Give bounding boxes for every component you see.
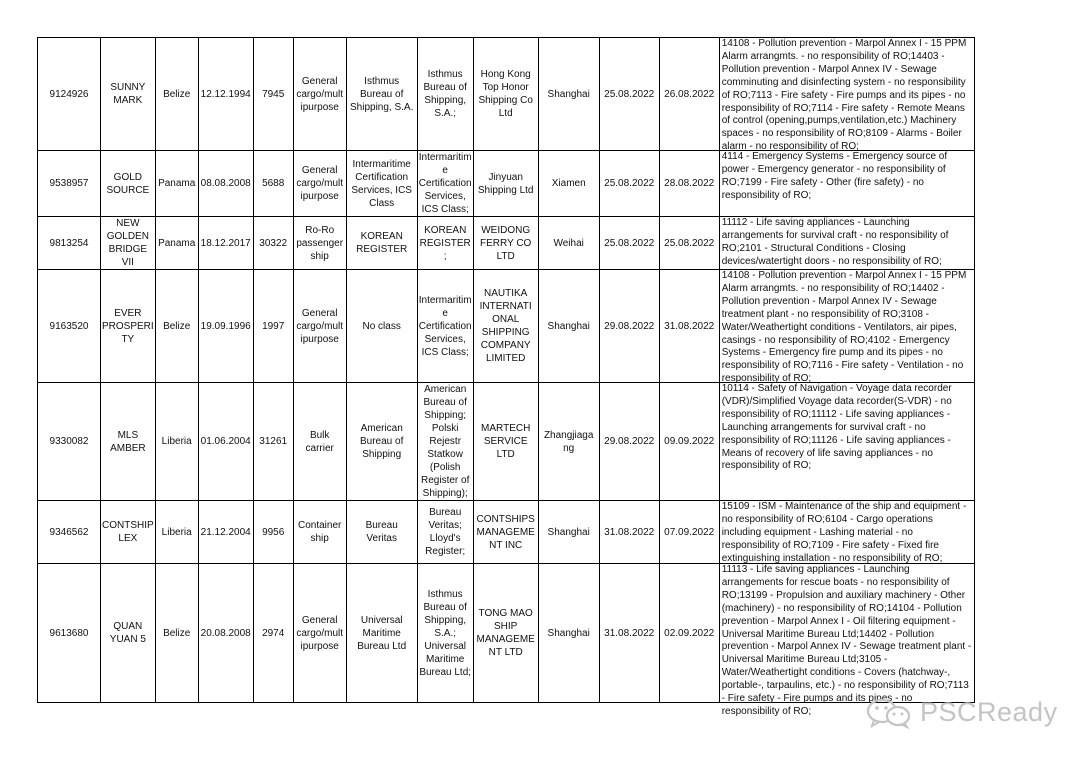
cell-date-to: 31.08.2022 — [659, 270, 719, 383]
cell-port: Shanghai — [538, 564, 599, 703]
cell-gt: 9956 — [253, 501, 293, 564]
cell-name: SUNNY MARK — [101, 38, 156, 151]
cell-port: Shanghai — [538, 501, 599, 564]
cell-class: Intermaritime Certification Services, ICS Class — [346, 151, 417, 217]
table-row — [38, 38, 975, 151]
deficiency-text: 11112 - Life saving appliances - Launching arrangements for survival craft - no responsibility of RO;2101 - Structural Conditions - Closing devices/watertight doors - no responsibility of RO; — [721, 217, 949, 267]
cell-built: 12.12.1994 — [198, 38, 253, 151]
cell-ro: Intermaritim e Certification Services, ICS Class; — [417, 270, 473, 383]
cell-gt: 31261 — [253, 383, 293, 501]
cell-imo: 9124926 — [38, 38, 101, 151]
cell-gt: 5688 — [253, 151, 293, 217]
cell-name: CONTSHIP LEX — [101, 501, 156, 564]
cell-gt: 30322 — [253, 217, 293, 270]
cell-deficiencies — [719, 38, 974, 151]
cell-company: TONG MAO SHIP MANAGEME NT LTD — [473, 564, 538, 703]
cell-ro: KOREAN REGISTER ; — [417, 217, 473, 270]
deficiency-text: 11113 - Life saving appliances - Launching arrangements for rescue boats - no responsibility of RO;13199 - Propulsion and auxiliary machinery - Other (machinery) - no responsibility of RO;14104 - Pollution prevention - Marpol Annex I - Oil filtering equipment - Universal Maritime Bureau Ltd;14402 - Pollution prevention - Marpol Annex IV - Sewage treatment plant - Universal Maritime Bureau Ltd;3105 - Water/Weathertight conditions - Covers (hatchway-, portable-, tarpaulins, etc.) - no responsibility of RO;7113 - Fire safety - Fire pumps and its pipes - no responsibility of RO; — [721, 564, 972, 717]
cell-imo: 9613680 — [38, 564, 101, 703]
cell-company: MARTECH SERVICE LTD — [473, 383, 538, 501]
cell-name: EVER PROSPERI TY — [101, 270, 156, 383]
cell-flag: Belize — [155, 38, 198, 151]
cell-date-to: 02.09.2022 — [659, 564, 719, 703]
cell-imo: 9538957 — [38, 151, 101, 217]
cell-port: Weihai — [538, 217, 599, 270]
table-row — [38, 270, 975, 383]
cell-type: General cargo/mult ipurpose — [293, 38, 346, 151]
deficiency-text: 4114 - Emergency Systems - Emergency source of power - Emergency generator - no responsibility of RO;7199 - Fire safety - Other (fire safety) - no responsibility of RO; — [721, 151, 948, 201]
cell-class: Isthmus Bureau of Shipping, S.A. — [346, 38, 417, 151]
cell-type: General cargo/mult ipurpose — [293, 151, 346, 217]
cell-flag: Belize — [155, 270, 198, 383]
table-row — [38, 217, 975, 270]
deficiency-text: 10114 - Safety of Navigation - Voyage data recorder (VDR)/Simplified Voyage data recorder(S-VDR) - no responsibility of RO;11112 - Life saving appliances - Launching arrangements for survival craft - no responsibility of RO;11126 - Life saving appliances - Means of recovery of life saving appliances - no responsibility of RO; — [721, 383, 952, 472]
cell-deficiencies — [719, 564, 974, 717]
cell-company: NAUTIKA INTERNATI ONAL SHIPPING COMPANY LIMITED — [473, 270, 538, 383]
detention-table — [37, 37, 975, 717]
cell-deficiencies — [719, 217, 974, 270]
cell-built: 01.06.2004 — [198, 383, 253, 501]
cell-deficiencies — [719, 501, 974, 564]
cell-date-to: 07.09.2022 — [659, 501, 719, 564]
cell-ro: Isthmus Bureau of Shipping, S.A.; Universal Maritime Bureau Ltd; — [417, 564, 473, 703]
cell-name: QUAN YUAN 5 — [101, 564, 156, 703]
cell-company: CONTSHIPS MANAGEME NT INC — [473, 501, 538, 564]
cell-imo: 9346562 — [38, 501, 101, 564]
deficiency-text: 14108 - Pollution prevention - Marpol Annex I - 15 PPM Alarm arrangmts. - no responsibility of RO;14403 - Pollution prevention - Marpol Annex IV - Sewage comminuting and disinfecting system - no responsibility of RO;7113 - Fire safety - Fire pumps and its pipes - no responsibility of RO;7114 - Fire safety - Remote Means of control (opening,pumps,ventilation,etc.) Machinery spaces - no responsibility of RO;8109 - Alarms - Boiler alarm - no responsibility of RO; — [721, 38, 967, 153]
deficiency-text: 14108 - Pollution prevention - Marpol Annex I - 15 PPM Alarm arrangmts. - no responsibility of RO;14402 - Pollution prevention - Marpol Annex IV - Sewage treatment plant - no responsibility of RO;3108 - Water/Weathertight conditions - Ventilators, air pipes, casings - no responsibility of RO;4102 - Emergency Systems - Emergency fire pump and its pipes - no responsibility of RO;7116 - Fire safety - Ventilation - no responsibility of RO; — [721, 270, 967, 385]
cell-date-to: 26.08.2022 — [659, 38, 719, 151]
cell-imo: 9813254 — [38, 217, 101, 270]
table-row — [38, 564, 975, 703]
cell-port: Shanghai — [538, 270, 599, 383]
cell-date-from: 29.08.2022 — [599, 383, 659, 501]
cell-ro: Isthmus Bureau of Shipping, S.A.; — [417, 38, 473, 151]
table-row — [38, 501, 975, 564]
cell-port: Xiamen — [538, 151, 599, 217]
cell-date-from: 25.08.2022 — [599, 151, 659, 217]
wechat-icon — [866, 698, 912, 728]
cell-class: Bureau Veritas — [346, 501, 417, 564]
cell-date-to: 28.08.2022 — [659, 151, 719, 217]
cell-name: NEW GOLDEN BRIDGE VII — [101, 217, 156, 270]
cell-name: GOLD SOURCE — [101, 151, 156, 217]
cell-built: 21.12.2004 — [198, 501, 253, 564]
cell-gt: 1997 — [253, 270, 293, 383]
deficiency-text: 15109 - ISM - Maintenance of the ship and equipment - no responsibility of RO;6104 - Cargo operations including equipment - Lashing material - no responsibility of RO;7109 - Fire safety - Fixed fire extinguishing installation - no responsibility of RO; — [721, 501, 967, 564]
cell-type: Ro-Ro passenger ship — [293, 217, 346, 270]
cell-port: Zhangjiaga ng — [538, 383, 599, 501]
cell-class: KOREAN REGISTER — [346, 217, 417, 270]
cell-deficiencies — [719, 151, 974, 217]
cell-gt: 7945 — [253, 38, 293, 151]
cell-built: 18.12.2017 — [198, 217, 253, 270]
table-row — [38, 151, 975, 217]
cell-deficiencies — [719, 270, 974, 383]
cell-class: Universal Maritime Bureau Ltd — [346, 564, 417, 703]
cell-flag: Liberia — [155, 383, 198, 501]
cell-imo: 9330082 — [38, 383, 101, 501]
cell-type: Bulk carrier — [293, 383, 346, 501]
cell-type: General cargo/mult ipurpose — [293, 270, 346, 383]
cell-gt: 2974 — [253, 564, 293, 703]
cell-date-from: 25.08.2022 — [599, 217, 659, 270]
cell-date-from: 31.08.2022 — [599, 501, 659, 564]
cell-date-to: 25.08.2022 — [659, 217, 719, 270]
cell-flag: Panama — [155, 217, 198, 270]
cell-type: General cargo/mult ipurpose — [293, 564, 346, 703]
cell-ro: American Bureau of Shipping; Polski Rejestr Statkow (Polish Register of Shipping); — [417, 383, 473, 501]
cell-class: American Bureau of Shipping — [346, 383, 417, 501]
cell-type: Container ship — [293, 501, 346, 564]
cell-ro: Bureau Veritas; Lloyd's Register; — [417, 501, 473, 564]
table-row — [38, 383, 975, 501]
cell-class: No class — [346, 270, 417, 383]
cell-built: 19.09.1996 — [198, 270, 253, 383]
cell-company: Jinyuan Shipping Ltd — [473, 151, 538, 217]
cell-built: 20.08.2008 — [198, 564, 253, 703]
cell-imo: 9163520 — [38, 270, 101, 383]
cell-date-from: 31.08.2022 — [599, 564, 659, 703]
cell-port: Shanghai — [538, 38, 599, 151]
watermark-text: PSCReady — [920, 697, 1058, 727]
cell-deficiencies — [719, 383, 974, 501]
cell-company: WEIDONG FERRY CO LTD — [473, 217, 538, 270]
cell-company: Hong Kong Top Honor Shipping Co Ltd — [473, 38, 538, 151]
cell-flag: Panama — [155, 151, 198, 217]
cell-name: MLS AMBER — [101, 383, 156, 501]
cell-built: 08.08.2008 — [198, 151, 253, 217]
cell-date-from: 25.08.2022 — [599, 38, 659, 151]
watermark — [866, 697, 1058, 728]
cell-date-from: 29.08.2022 — [599, 270, 659, 383]
cell-ro: Intermaritim e Certification Services, ICS Class; — [418, 152, 472, 215]
cell-flag: Belize — [155, 564, 198, 703]
cell-flag: Liberia — [155, 501, 198, 564]
cell-date-to: 09.09.2022 — [659, 383, 719, 501]
